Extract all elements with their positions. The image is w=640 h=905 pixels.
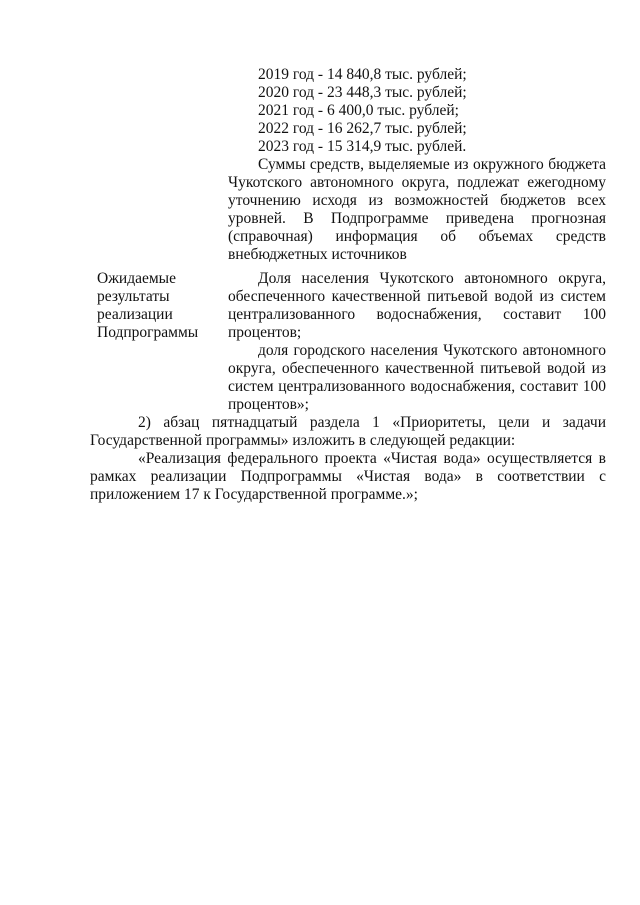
expected-results-line: округа, обеспеченного качественной питьевой водой из bbox=[228, 360, 606, 377]
funding-year-2021: 2021 год - 6 400,0 тыс. рублей; bbox=[258, 102, 459, 119]
amendment-line: Государственной программы» изложить в следующей редакции: bbox=[90, 432, 516, 449]
expected-results-line: обеспеченного качественной питьевой водой из систем bbox=[228, 288, 606, 305]
funding-year-2022: 2022 год - 16 262,7 тыс. рублей; bbox=[258, 120, 467, 137]
funding-note-line: уточнению исходя из возможностей бюджетов всех bbox=[228, 192, 606, 209]
amendment-line: приложением 17 к Государственной программе.»; bbox=[90, 486, 418, 503]
expected-results-line: систем централизованного водоснабжения, составит 100 bbox=[228, 378, 606, 395]
expected-results-label: Ожидаемые bbox=[97, 270, 176, 287]
amendment-line: 2) абзац пятнадцатый раздела 1 «Приоритеты, цели и задачи bbox=[138, 414, 606, 431]
expected-results-line: процентов; bbox=[228, 324, 302, 341]
funding-year-2019: 2019 год - 14 840,8 тыс. рублей; bbox=[258, 66, 467, 83]
amendment-line: «Реализация федерального проекта «Чистая вода» осуществляется в bbox=[138, 450, 606, 467]
expected-results-label: реализации bbox=[97, 306, 173, 323]
funding-year-2023: 2023 год - 15 314,9 тыс. рублей. bbox=[258, 138, 467, 155]
expected-results-label: результаты bbox=[97, 288, 170, 305]
funding-note-line: Чукотского автономного округа, подлежат ежегодному bbox=[228, 174, 606, 191]
expected-results-label: Подпрограммы bbox=[97, 324, 199, 341]
funding-note-line: внебюджетных источников bbox=[228, 246, 407, 263]
funding-note-line: уровней. В Подпрограмме приведена прогнозная bbox=[228, 210, 606, 227]
funding-note-line: (справочная) информация об объемах средств bbox=[228, 228, 606, 245]
expected-results-line: Доля населения Чукотского автономного округа, bbox=[258, 270, 606, 287]
expected-results-line: процентов»; bbox=[228, 396, 309, 413]
amendment-line: рамках реализации Подпрограммы «Чистая вода» в соответствии с bbox=[90, 468, 606, 485]
funding-note-line: Суммы средств, выделяемые из окружного бюджета bbox=[258, 156, 606, 173]
funding-year-2020: 2020 год - 23 448,3 тыс. рублей; bbox=[258, 84, 467, 101]
expected-results-line: централизованного водоснабжения, составит 100 bbox=[228, 306, 606, 323]
expected-results-line: доля городского населения Чукотского автономного bbox=[258, 342, 606, 359]
